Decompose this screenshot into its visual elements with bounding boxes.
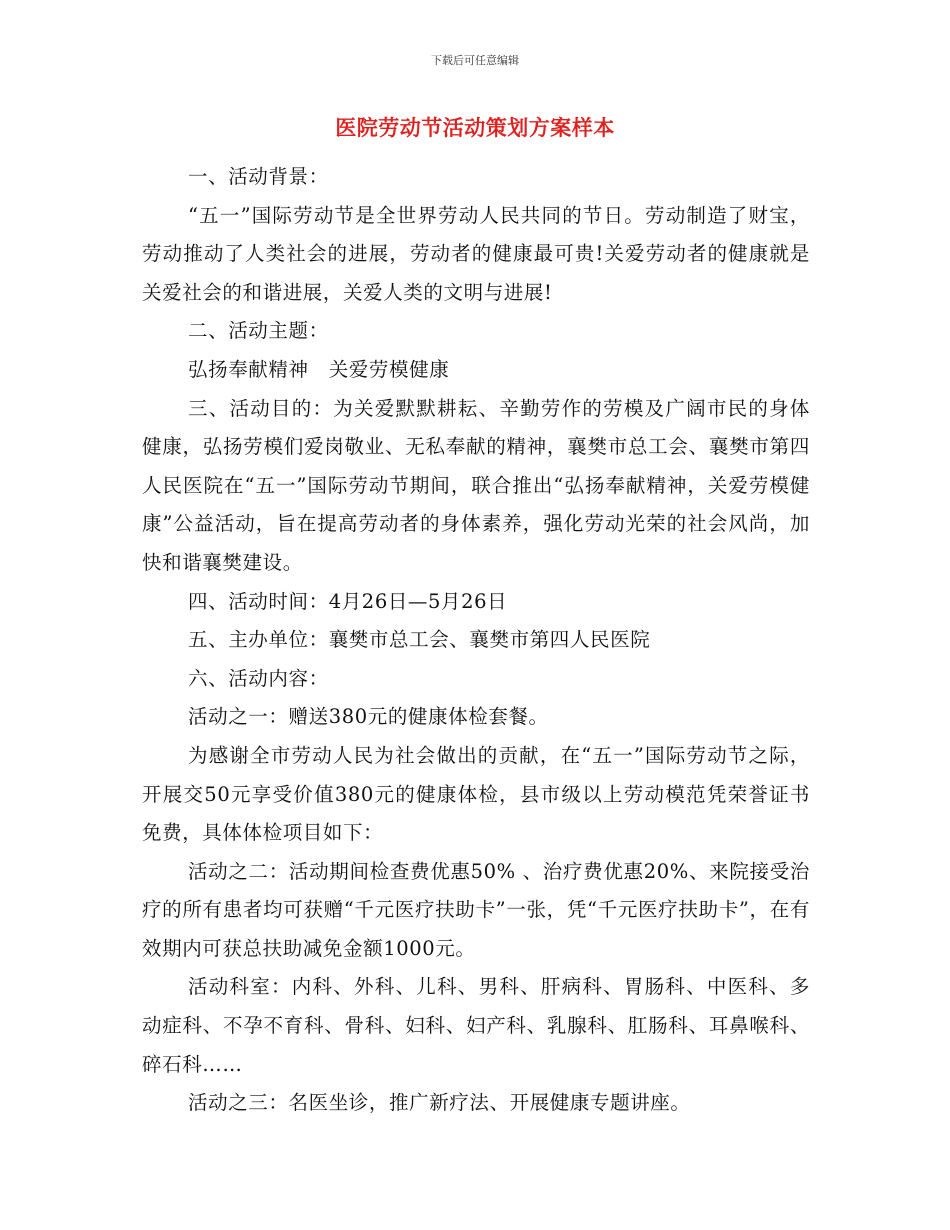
paragraph-theme-heading: 二、活动主题：	[188, 319, 329, 343]
paragraph-theme: 弘扬奉献精神 关爱劳模健康	[188, 357, 450, 381]
paragraph-time: 四、活动时间：4月26日—5月26日	[188, 589, 508, 613]
paragraph-background: “五一”国际劳动节是全世界劳动人民共同的节日。劳动制造了财宝，劳动推动了人类社会的进展，劳动者的健康最可贵!关爱劳动者的健康就是关爱社会的和谐进展，关爱人类的文明与进展!	[142, 203, 810, 304]
paragraph-activity-three: 活动之三：名医坐诊，推广新疗法、开展健康专题讲座。	[188, 1091, 691, 1115]
header-note: 下载后可任意编辑	[431, 54, 519, 67]
paragraph-activity-one-detail: 为感谢全市劳动人民为社会做出的贡献，在“五一”国际劳动节之际，开展交50元享受价值380元的健康体检，县市级以上劳动模范凭荣誉证书免费，具体体检项目如下：	[142, 743, 810, 845]
paragraph-activity-one: 活动之一：赠送380元的健康体检套餐。	[188, 705, 549, 729]
paragraph-organizer: 五、主办单位：襄樊市总工会、襄樊市第四人民医院	[188, 628, 651, 652]
paragraph-content-heading: 六、活动内容：	[188, 666, 329, 690]
paragraph-background-heading: 一、活动背景：	[188, 165, 329, 188]
document-title: 医院劳动节活动策划方案样本	[335, 116, 615, 140]
paragraph-departments: 活动科室：内科、外科、儿科、男科、肝病科、胃肠科、中医科、多动症科、不孕不育科、骨科、妇科、妇产科、乳腺科、肛肠科、耳鼻喉科、碎石科……	[142, 975, 810, 1076]
document-body	[142, 158, 810, 1123]
paragraph-activity-two: 活动之二：活动期间检查费优惠50% 、治疗费优惠20%、来院接受治疗的所有患者均可获赠“千元医疗扶助卡”一张，凭“千元医疗扶助卡”，在有效期内可获总扶助减免金额1000元。	[142, 859, 810, 960]
paragraph-purpose: 三、活动目的：为关爱默默耕耘、辛勤劳作的劳模及广阔市民的身体健康，弘扬劳模们爱岗敬业、无私奉献的精神，襄樊市总工会、襄樊市第四人民医院在“五一”国际劳动节期间，联合推出“弘扬奉献精神，关爱劳模健康”公益活动，旨在提高劳动者的身体素养，强化劳动光荣的社会风尚，加快和谐襄樊建设。	[142, 396, 810, 574]
